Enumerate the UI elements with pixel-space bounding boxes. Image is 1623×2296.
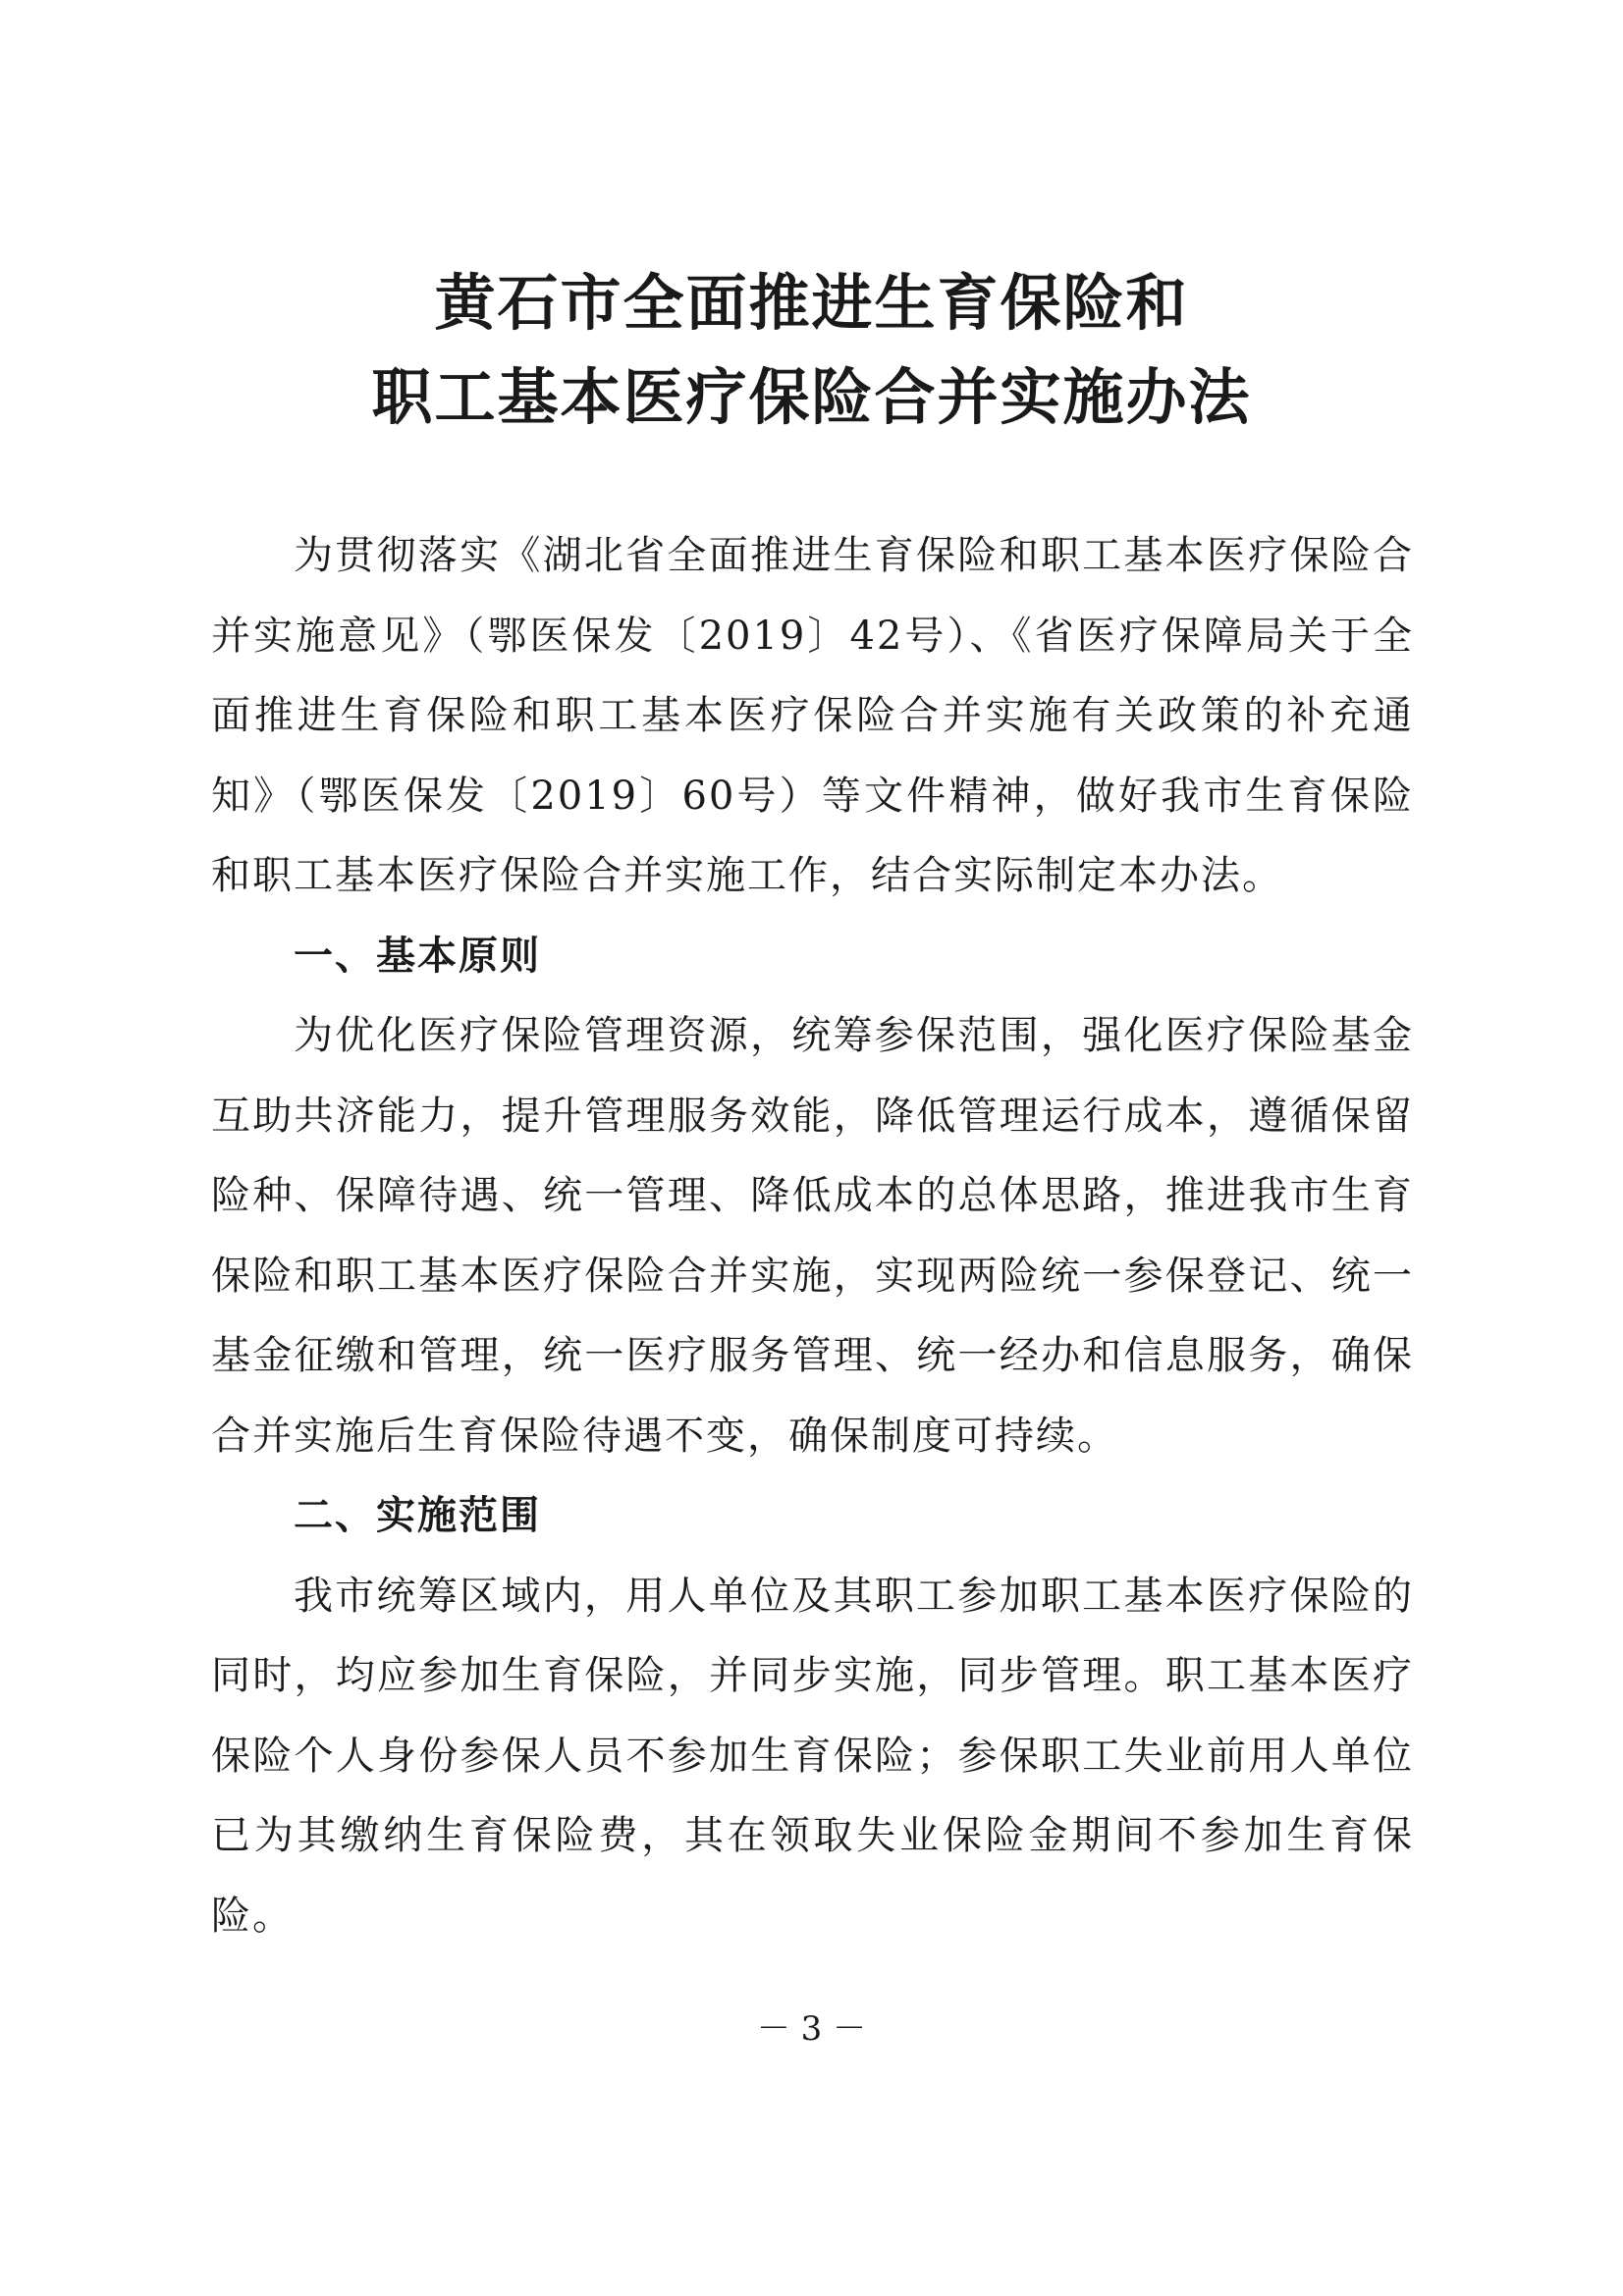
document-title-line-1: 黄石市全面推进生育保险和 [434,267,1189,339]
document-body [211,516,1414,1956]
page-number: － 3 － [756,2009,867,2049]
section-heading-basic-principles: 一、基本原则 [294,933,541,979]
section-paragraph-basic-principles: 为优化医疗保险管理资源，统筹参保范围，强化医疗保险基金互助共济能力，提升管理服务效能，降低管理运行成本，遵循保留险种、保障待遇、统一管理、降低成本的总体思路，推进我市生育保险和职工基本医疗保险合并实施，实现两险统一参保登记、统一基金征缴和管理，统一医疗服务管理、统一经办和信息服务，确保合并实施后生育保险待遇不变，确保制度可持续。 [211,1013,1414,1459]
document-title-line-2: 职工基本医疗保险合并实施办法 [371,361,1252,433]
section-paragraph-scope: 我市统筹区域内，用人单位及其职工参加职工基本医疗保险的同时，均应参加生育保险，并同步实施，同步管理。职工基本医疗保险个人身份参保人员不参加生育保险；参保职工失业前用人单位已为其缴纳生育保险费，其在领取失业保险金期间不参加生育保险。 [211,1573,1414,1939]
section-heading-scope: 二、实施范围 [294,1493,541,1538]
intro-paragraph: 为贯彻落实《湖北省全面推进生育保险和职工基本医疗保险合并实施意见》（鄂医保发〔2019〕42号）、《省医疗保障局关于全面推进生育保险和职工基本医疗保险合并实施有关政策的补充通知》（鄂医保发〔2019〕60号）等文件精神，做好我市生育保险和职工基本医疗保险合并实施工作，结合实际制定本办法。 [211,533,1414,898]
